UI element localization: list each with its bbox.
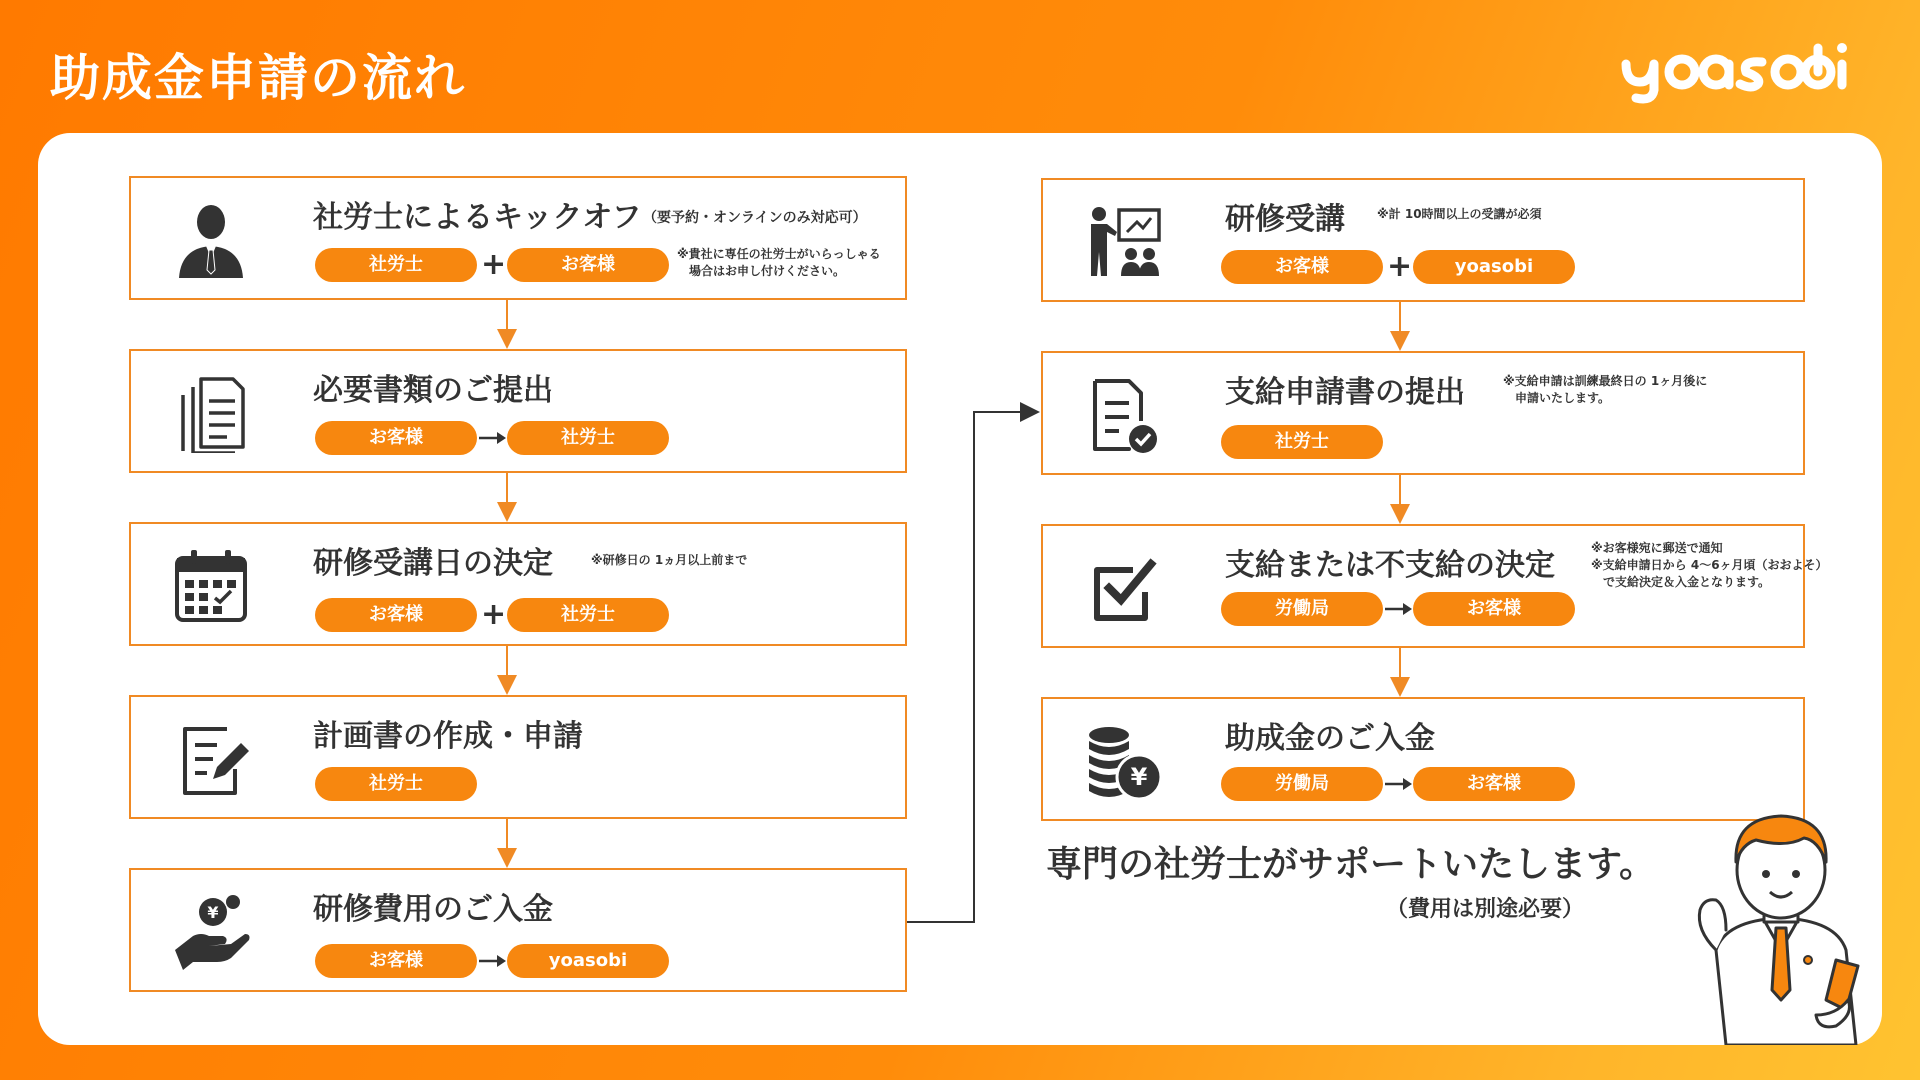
- pill-customer: お客様: [315, 598, 477, 632]
- arrow-right-icon: [477, 421, 507, 455]
- hand-yen-icon: [171, 892, 251, 972]
- businessman-icon: [171, 200, 251, 280]
- step-title: 助成金のご入金: [1225, 721, 1435, 756]
- step-title: 支給または不支給の決定: [1225, 548, 1555, 583]
- plus-operator: +: [1387, 249, 1413, 284]
- step-title: 計画書の作成・申請: [313, 719, 583, 754]
- arrow-right-icon: [477, 944, 507, 978]
- pill-sharoushi: 社労士: [1221, 425, 1383, 459]
- pill-labor-bureau: 労働局: [1221, 767, 1383, 801]
- document-check-icon: [1083, 375, 1163, 455]
- step-application: [1041, 351, 1805, 475]
- pill-yoasobi: yoasobi: [1413, 250, 1575, 284]
- consultant-illustration: [1686, 800, 1876, 1045]
- support-note: （費用は別途必要）: [1386, 897, 1585, 922]
- yoasobi-logo: [1612, 34, 1852, 104]
- plus-operator: +: [481, 597, 507, 632]
- step-sub: ※研修日の 1ヵ月以上前まで: [591, 553, 748, 567]
- step-sub: ※計 10時間以上の受講が必須: [1377, 207, 1542, 221]
- page-title: 助成金申請の流れ: [50, 49, 466, 107]
- step-title: 研修受講: [1225, 202, 1345, 237]
- support-message: 専門の社労士がサポートいたします。: [1046, 844, 1656, 885]
- arrow-right-icon: [1383, 592, 1413, 626]
- pill-customer: お客様: [315, 421, 477, 455]
- step-note: ※貴社に専任の社労士がいらっしゃる 場合はお申し付けください。: [677, 247, 881, 278]
- step-kickoff: [129, 176, 907, 300]
- edit-document-icon: [171, 719, 251, 799]
- presentation-icon: [1083, 202, 1163, 282]
- pill-sharoushi: 社労士: [507, 598, 669, 632]
- step-decision: [1041, 524, 1828, 648]
- pill-customer: お客様: [1221, 250, 1383, 284]
- step-title: 支給申請書の提出: [1225, 375, 1465, 410]
- coins-yen-icon: [1083, 721, 1163, 801]
- step-training-date: [129, 522, 907, 646]
- pill-sharoushi: 社労士: [315, 767, 477, 801]
- pill-sharoushi: 社労士: [507, 421, 669, 455]
- plus-operator: +: [481, 247, 507, 282]
- svg-text:¥: ¥: [1130, 763, 1148, 791]
- pill-customer: お客様: [1413, 767, 1575, 801]
- step-sub: （要予約・オンラインのみ対応可）: [643, 210, 867, 226]
- step-training: [1041, 178, 1805, 302]
- pill-labor-bureau: 労働局: [1221, 592, 1383, 626]
- svg-text:¥: ¥: [207, 903, 219, 922]
- step-title: 必要書類のご提出: [313, 373, 553, 408]
- pill-sharoushi: 社労士: [315, 248, 477, 282]
- step-title: 研修受講日の決定: [313, 546, 553, 581]
- step-note: ※支給申請は訓練最終日の 1ヶ月後に 申請いたします。: [1503, 374, 1708, 405]
- step-note: ※お客様宛に郵送で通知 ※支給申請日から 4〜6ヶ月頃（おおよそ） で支給決定＆入金となります。: [1591, 541, 1828, 589]
- step-plan: [129, 695, 907, 819]
- pill-customer: お客様: [1413, 592, 1575, 626]
- pill-yoasobi: yoasobi: [507, 944, 669, 978]
- step-title: 社労士によるキックオフ: [313, 200, 642, 235]
- calendar-icon: [171, 546, 251, 626]
- pill-customer: お客様: [315, 944, 477, 978]
- pill-customer: お客様: [507, 248, 669, 282]
- arrow-right-icon: [1383, 767, 1413, 801]
- checkbox-icon: [1083, 548, 1163, 628]
- step-documents: [129, 349, 907, 473]
- step-title: 研修費用のご入金: [313, 892, 553, 927]
- documents-icon: [171, 373, 251, 453]
- step-training-payment: [129, 868, 907, 992]
